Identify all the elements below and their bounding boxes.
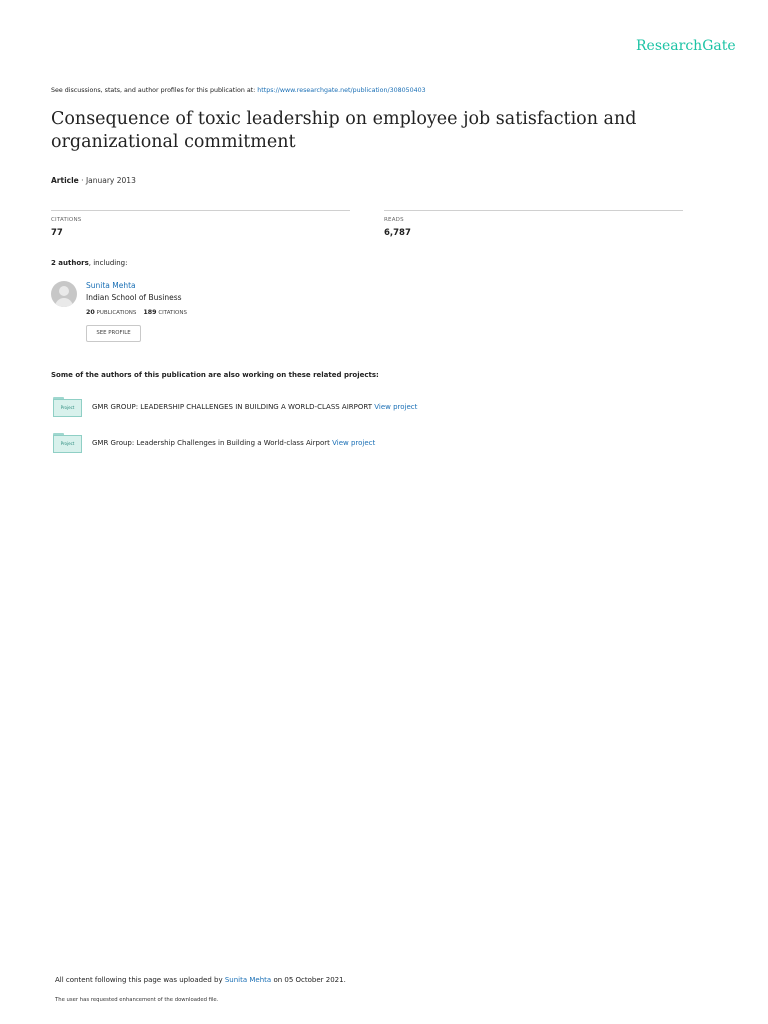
reads-divider	[384, 210, 683, 211]
see-profile-button[interactable]: SEE PROFILE	[86, 325, 141, 342]
citations-value: 77	[51, 228, 63, 238]
project-icon-label: Project	[53, 399, 82, 417]
citations-label: CITATIONS	[51, 217, 82, 223]
view-project-link[interactable]: View project	[374, 403, 418, 411]
see-discussions-text: See discussions, stats, and author profiles for this publication at:	[51, 87, 256, 94]
project-title: GMR GROUP: LEADERSHIP CHALLENGES IN BUILDING A WORLD-CLASS AIRPORT	[92, 403, 373, 411]
author-publications-label: PUBLICATIONS	[96, 310, 137, 316]
meta-separator: ·	[81, 176, 84, 185]
publication-date: January 2013	[85, 176, 136, 185]
author-institution: Indian School of Business	[86, 293, 182, 302]
publication-title: Consequence of toxic leadership on employee job satisfaction and organizational commitment	[51, 109, 637, 152]
upload-prefix: All content following this page was uploaded by	[55, 976, 223, 984]
enhancement-note: The user has requested enhancement of the downloaded file.	[55, 997, 219, 1003]
publication-url-link[interactable]: https://www.researchgate.net/publication/308050403	[257, 87, 426, 94]
avatar-body-shape	[55, 298, 73, 307]
upload-notice	[55, 976, 346, 984]
brand-logo[interactable]: ResearchGate	[636, 38, 736, 54]
reads-value: 6,787	[384, 228, 411, 238]
author-citations-count: 189	[143, 309, 157, 316]
see-discussions-line	[51, 87, 426, 94]
uploader-link[interactable]: Sunita Mehta	[224, 976, 272, 984]
publication-meta	[51, 176, 136, 185]
authors-heading	[51, 259, 127, 267]
project-title: GMR Group: Leadership Challenges in Building a World-class Airport	[92, 439, 330, 447]
project-folder-icon	[53, 433, 82, 453]
related-projects-heading: Some of the authors of this publication are also working on these related projects:	[51, 371, 379, 379]
view-project-link[interactable]: View project	[332, 439, 376, 447]
project-item	[92, 439, 375, 447]
author-name-link[interactable]: Sunita Mehta	[86, 281, 136, 290]
author-stats	[86, 309, 187, 316]
publication-type: Article	[51, 176, 79, 185]
authors-suffix: , including:	[88, 259, 128, 267]
author-publications-count: 20	[86, 309, 95, 316]
author-citations-label: CITATIONS	[158, 310, 187, 316]
citations-divider	[51, 210, 350, 211]
upload-suffix: on 05 October 2021.	[273, 976, 346, 984]
avatar[interactable]	[51, 281, 77, 307]
authors-count: 2 authors	[51, 259, 89, 267]
project-folder-icon	[53, 397, 82, 417]
project-item	[92, 403, 417, 411]
project-icon-label: Project	[53, 435, 82, 453]
avatar-head-shape	[59, 286, 69, 296]
reads-label: READS	[384, 217, 404, 223]
